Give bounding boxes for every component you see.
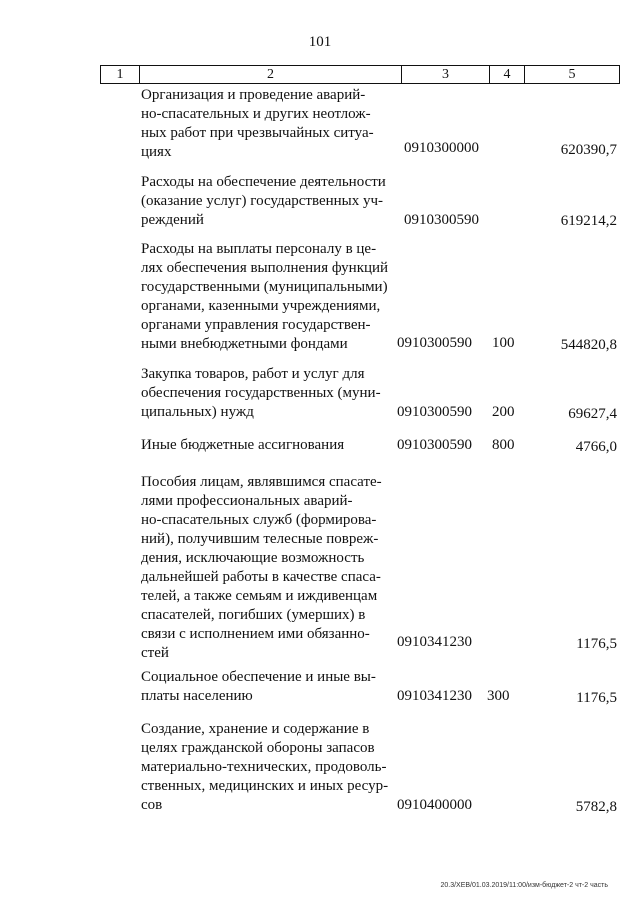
row-expense-type: 100 — [492, 335, 515, 351]
row-code: 0910300590 — [397, 335, 472, 351]
row-expense-type: 200 — [492, 404, 515, 420]
row-amount: 4766,0 — [575, 439, 617, 455]
row-description: Расходы на обеспечение деятельности (оказание услуг) государственных уч- реждений — [141, 174, 386, 228]
row-code: 0910300590 — [404, 212, 479, 228]
column-header-2: 2 — [140, 66, 402, 83]
row-description: Социальное обеспечение и иные вы- платы населению — [141, 669, 376, 704]
row-code: 0910300590 — [397, 437, 472, 453]
column-header-4: 4 — [490, 66, 525, 83]
row-amount: 1176,5 — [576, 636, 617, 652]
row-amount: 544820,8 — [560, 337, 617, 353]
page-number: 101 — [308, 34, 332, 50]
row-amount: 69627,4 — [568, 406, 617, 422]
row-description: Создание, хранение и содержание в целях гражданской обороны запасов материально-технических, продоволь- ственных, медицинских и иных ресур- сов — [141, 721, 389, 813]
row-code: 0910300000 — [404, 140, 479, 156]
column-header-5: 5 — [568, 67, 576, 82]
document-footer: 20.3/XEB/01.03.2019/11:00/изм-бюджет-2 чт-2 часть — [440, 882, 608, 889]
column-header-row — [100, 65, 620, 84]
row-amount: 619214,2 — [560, 213, 617, 229]
row-amount: 5782,8 — [575, 799, 617, 815]
row-description: Организация и проведение аварий- но-спасательных и других неотлож- ных работ при чрезвычайных ситуа- циях — [141, 87, 374, 160]
column-header-3: 3 — [402, 66, 490, 83]
row-code: 0910341230 — [397, 688, 472, 704]
row-description: Расходы на выплаты персоналу в це- лях обеспечения выполнения функций государственными (муниципальными) органами, казенными учреждениями, органами управления государствен- ными внебюджетными фондами — [141, 241, 389, 352]
row-amount: 620390,7 — [560, 142, 617, 158]
row-expense-type: 300 — [487, 688, 510, 704]
row-amount: 1176,5 — [576, 690, 617, 706]
row-expense-type: 800 — [492, 437, 515, 453]
row-code: 0910400000 — [397, 797, 472, 813]
row-description: Иные бюджетные ассигнования — [141, 437, 345, 453]
row-code: 0910300590 — [397, 404, 472, 420]
row-code: 0910341230 — [397, 634, 472, 650]
row-description: Закупка товаров, работ и услуг для обеспечения государственных (муни- ципальных) нужд — [141, 366, 381, 420]
row-description: Пособия лицам, являвшимся спасате- лями профессиональных аварий- но-спасательных служб (формирова- ний), получившим телесные повреж- дения, исключающие возможность дальнейшей работы в качестве спаса- телей, а также семьям и иждивенцам спасателей, погибших (умерших) в связи с исполнением ими обязанно- стей — [141, 474, 382, 661]
column-header-1: 1 — [101, 66, 140, 83]
